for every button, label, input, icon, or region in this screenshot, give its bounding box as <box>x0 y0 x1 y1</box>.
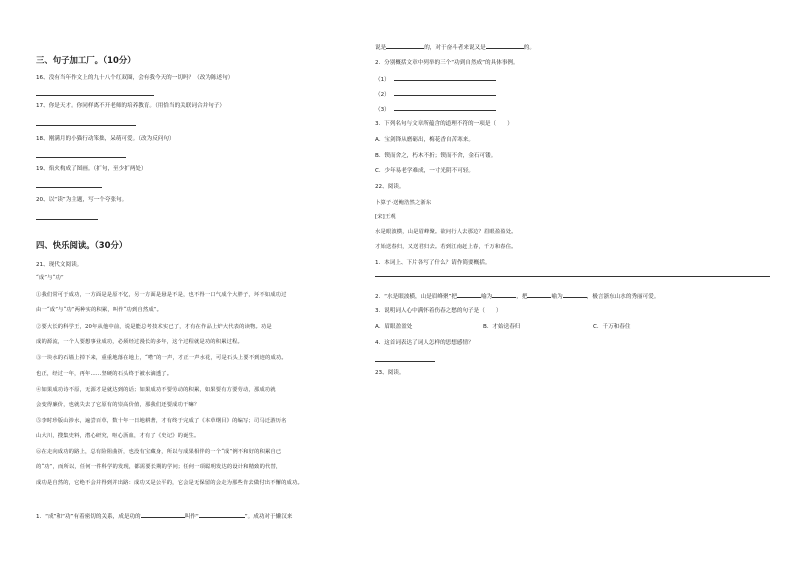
poem-q2-blank-4[interactable] <box>563 292 587 298</box>
q18-answer-line[interactable] <box>36 157 126 158</box>
q21-1-blank-1[interactable] <box>141 512 185 518</box>
q20-answer-line[interactable] <box>36 219 98 220</box>
passage-line: 成的源流，一个人要想事业成功，必须经过漫长的多年，这个过程就是功的积累过程。 <box>36 339 243 345</box>
poem-q2-blank-3[interactable] <box>527 292 551 298</box>
poem-q4-text: 4．这首词表达了词人怎样的思想感情？ <box>375 340 474 346</box>
poem-q3-option-b[interactable]: B．才始送春归 <box>483 324 521 330</box>
q17-answer-line[interactable] <box>36 125 136 126</box>
q2-item-2-label: （2） <box>375 92 390 98</box>
passage-line: ②要大长的科学王，20年从他中前，说是能总考技术实已了，才有在作品上炉大代表的读物。功是 <box>36 324 272 330</box>
passage-line: ①我们常可于成功，一方面是是原不忆，另一方面是悬是不是，也不得一口气成个大胖子，坏不如成功过 <box>36 292 287 298</box>
section3-title: 三、句子加工厂。（10分） <box>36 55 136 65</box>
passage-line: 会变得廉价，也就失去了它原有的崇高价值，那我们还要成功干嘛？ <box>36 402 200 408</box>
passage-line: 的“功”，而所以，任何一件科学的发现，都需要长期的学问；任何一项聪明发达的设计和精致的代替， <box>36 464 282 470</box>
q3-text: 3．下列名句与文章所蕴含的道理不符的一项是（ ） <box>375 121 513 127</box>
poem-q2-text <box>375 292 659 301</box>
poem-q2-blank-1[interactable] <box>457 292 481 298</box>
poem-q1-text: 1．本词上、下片各写了什么？请作简要概括。 <box>375 260 491 266</box>
passage-line: 成功是自然的，它绝不会并得到并出路：成功又是公平的，它会是无保留的会走为那些肯去做付出不懈的成功。 <box>36 480 303 486</box>
q18-text: 18、刚满月的小猫行动笨拙，呆萌可爱。（改为反问句） <box>36 136 175 142</box>
poem-q3-option-a[interactable]: A．眉眼盈盈处 <box>375 324 413 330</box>
passage-title: “成”与“功” <box>36 275 64 281</box>
poem-q4-answer-line[interactable] <box>375 361 435 362</box>
passage-line: 也正，经过一年，再年……坚硬的石头终于被水滴透了。 <box>36 371 173 377</box>
q21-1-continued <box>375 43 535 52</box>
poem-q2-part-a: 2．“水是眼波横，山是眉峰聚”把 <box>375 294 458 300</box>
section4-title: 四、快乐阅读。（30分） <box>36 240 128 250</box>
passage-line: ⑤李时珍版山涉水，遍尝百草，数十年一日地耕著，才有终于完成了《本草纲目》的编写；司马迁游历名 <box>36 418 287 424</box>
line1-part-c: 的。 <box>523 45 535 51</box>
poem-q2-part-d: 喻为 <box>551 294 563 300</box>
q2-item-3-blank[interactable] <box>394 105 496 111</box>
poem-line-1: 水是眼波横，山是眉峰聚。欲问行人去那边？眉眼盈盈处。 <box>375 229 517 235</box>
q19-answer-line[interactable] <box>36 187 102 188</box>
q16-text: 16、没有当年作文上的九十八个红双圈，会有我今天的一切吗？（改为陈述句） <box>36 75 234 81</box>
poem-q1-answer-line[interactable] <box>375 276 770 277</box>
q21-1-part-c: ”。成功对于懒汉来 <box>244 514 293 520</box>
poem-author: [宋]王观 <box>375 214 396 220</box>
line1-part-b: 的，对于奋斗者来说又是 <box>424 45 486 51</box>
q2-item-3 <box>375 105 496 114</box>
q2-item-2 <box>375 90 496 99</box>
q3-option-b[interactable]: B．锲而舍之，朽木不折；锲而不舍，金石可镂。 <box>375 153 497 159</box>
q2-item-1-label: （1） <box>375 77 390 83</box>
q2-item-1-blank[interactable] <box>394 75 496 81</box>
q19-text: 19、焰火构成了图画。（扩句，至少扩两处） <box>36 166 147 172</box>
q16-answer-line[interactable] <box>36 95 154 96</box>
poem-title: 卜算子·送鲍浩然之浙东 <box>375 200 432 206</box>
q17-text: 17、你是天才。你同样离不开老师的培养教育。（用恰当的关联词合并句子） <box>36 103 225 109</box>
q3-option-a[interactable]: A．宝剑锋从磨砺出，梅花香自苦寒来。 <box>375 137 474 143</box>
q3-option-c[interactable]: C．少年易老学难成，一寸光阴不可轻。 <box>375 168 475 174</box>
passage-line: ⑥在走向成功的路上，总有险阻曲折，也没有宝藏身，所以与成果相伴的一个“成”例不和好的积累自已 <box>36 449 282 455</box>
q2-item-1 <box>375 75 496 84</box>
poem-q2-blank-2[interactable] <box>492 292 516 298</box>
q22-text: 22、阅读。 <box>375 184 405 190</box>
poem-q2-part-b: 喻为 <box>481 294 493 300</box>
passage-line: ③一块水的石墙上掉下来，重重地落在地上，“嗒”的一声，才正一声水花，可是石头上要不到迹的成功。 <box>36 355 287 361</box>
line1-part-a: 说是 <box>375 45 387 51</box>
poem-q3-text: 3．说明词人心中满怀着伤春之愁的句子是（ ） <box>375 308 502 314</box>
line1-blank-1[interactable] <box>386 43 424 49</box>
poem-q2-part-c: ，把 <box>516 294 528 300</box>
poem-q3-option-c[interactable]: C．千万和春住 <box>593 324 631 330</box>
q21-1-text <box>36 512 292 521</box>
q20-text: 20、以“读”为主题，写一个夸张句。 <box>36 197 128 203</box>
poem-line-2: 才始送春归，又送君归去。若到江南赶上春，千万和春住。 <box>375 244 517 250</box>
q2-item-2-blank[interactable] <box>394 90 496 96</box>
passage-line: 山大川，搜集史料，潜心研究，呕心沥血，才有了《史记》的诞生。 <box>36 433 200 439</box>
q21-text: 21、现代文阅读。 <box>36 262 83 268</box>
poem-q2-part-e: ，极言浙东山水的秀丽可爱。 <box>586 294 660 300</box>
q21-1-part-b: 叫作“ <box>184 514 199 520</box>
passage-line: ④如果成功诗不原，无源才是就达到的话；如果成功不要劳动的积累，如果要有方要劳动，那成功就 <box>36 387 276 393</box>
q21-1-blank-2[interactable] <box>199 512 245 518</box>
q2-item-3-label: （3） <box>375 107 390 113</box>
q2-text: 2．分别概括文章中列举的三个“功到自然成”的具体事例。 <box>375 60 519 66</box>
passage-line: 由一“成”与“功”两种实的积累，叫作“功到自然成”。 <box>36 307 163 313</box>
q23-text: 23、阅读。 <box>375 370 405 376</box>
line1-blank-2[interactable] <box>486 43 524 49</box>
q21-1-part-a: 1．“成”和“功”有着密切的关系，成是功的 <box>36 514 141 520</box>
